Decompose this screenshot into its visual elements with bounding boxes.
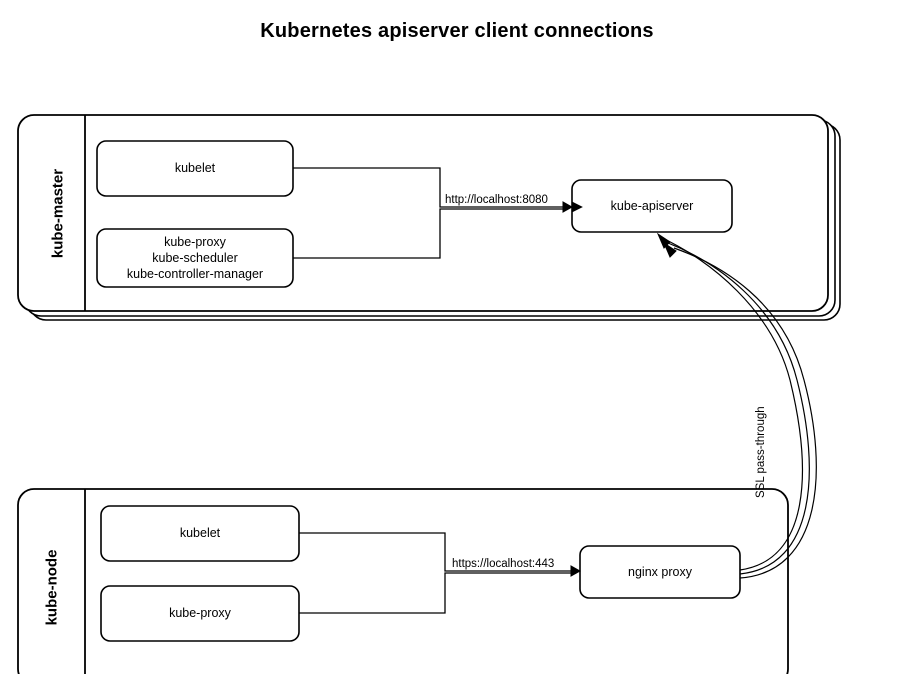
label-node-kube-proxy: kube-proxy: [169, 606, 231, 621]
label-master-kubelet: kubelet: [174, 161, 216, 176]
node-nginx-proxy[interactable]: [580, 546, 740, 598]
node-node-kube-proxy[interactable]: [101, 586, 299, 641]
label-nginx-proxy: nginx proxy: [628, 564, 692, 579]
node-master-kubelet[interactable]: [97, 141, 293, 196]
edge-label-ssl-passthrough: SSL pass-through: [755, 406, 767, 498]
page-title: Kubernetes apiserver client connections: [260, 20, 654, 42]
node-master-components[interactable]: [97, 229, 293, 287]
node-kube-apiserver[interactable]: [572, 180, 732, 232]
label-master-components: kube-proxy kube-scheduler kube-controller-manager: [126, 234, 264, 282]
node-node-kubelet[interactable]: [101, 506, 299, 561]
zone-label-kube-master: kube-master: [49, 168, 67, 259]
label-kube-apiserver: kube-apiserver: [610, 198, 694, 213]
zone-label-kube-node: kube-node: [43, 549, 61, 626]
label-node-kubelet: kubelet: [179, 526, 221, 541]
edge-label-http-localhost: http://localhost:8080: [445, 194, 548, 206]
edge-label-https-localhost: https://localhost:443: [452, 558, 555, 570]
